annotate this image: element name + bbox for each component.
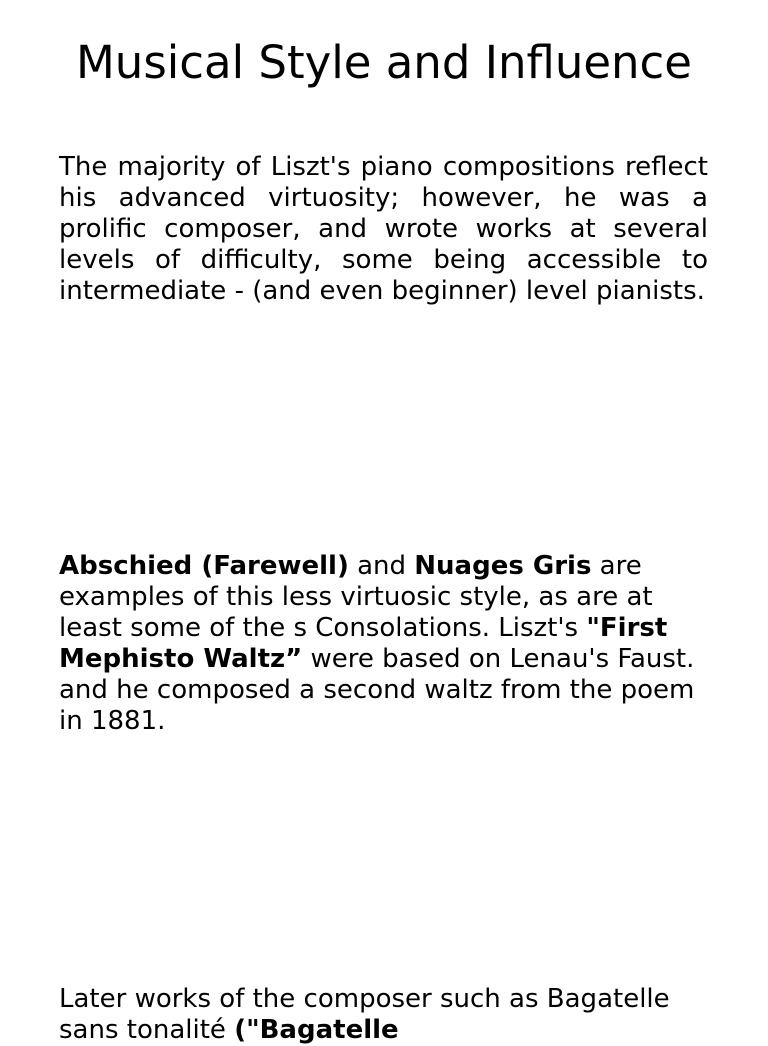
paragraph-later-works xyxy=(59,984,708,1046)
paragraph-text: were based on Lenau's Faust. and he composed a second waltz from the poem in 1881. xyxy=(59,644,695,736)
paragraph-virtuosity: The majority of Liszt's piano compositions reflect his advanced virtuosity; however, he was a prolific composer, and wrote works at several levels of difficulty, some being accessible to intermediate - (and even beginner) level pianists. xyxy=(59,152,708,306)
paragraph-less-virtuosic-style xyxy=(59,551,708,737)
paragraph-text: and xyxy=(348,551,415,581)
work-title-bagatelle: ("Bagatelle xyxy=(234,1015,399,1045)
paragraph-text: Later works of the composer such as Bagatelle sans tonalité xyxy=(59,984,670,1045)
paragraph-text: are examples of this less virtuosic style, as are at least some of the s Consolations. Liszt's xyxy=(59,551,653,643)
work-title-abschied: Abschied (Farewell) xyxy=(59,551,349,581)
slide-title: Musical Style and Influence xyxy=(75,36,692,89)
work-title-mephisto-waltz: "First Mephisto Waltz” xyxy=(59,613,668,674)
work-title-nuages-gris: Nuages Gris xyxy=(414,551,592,581)
